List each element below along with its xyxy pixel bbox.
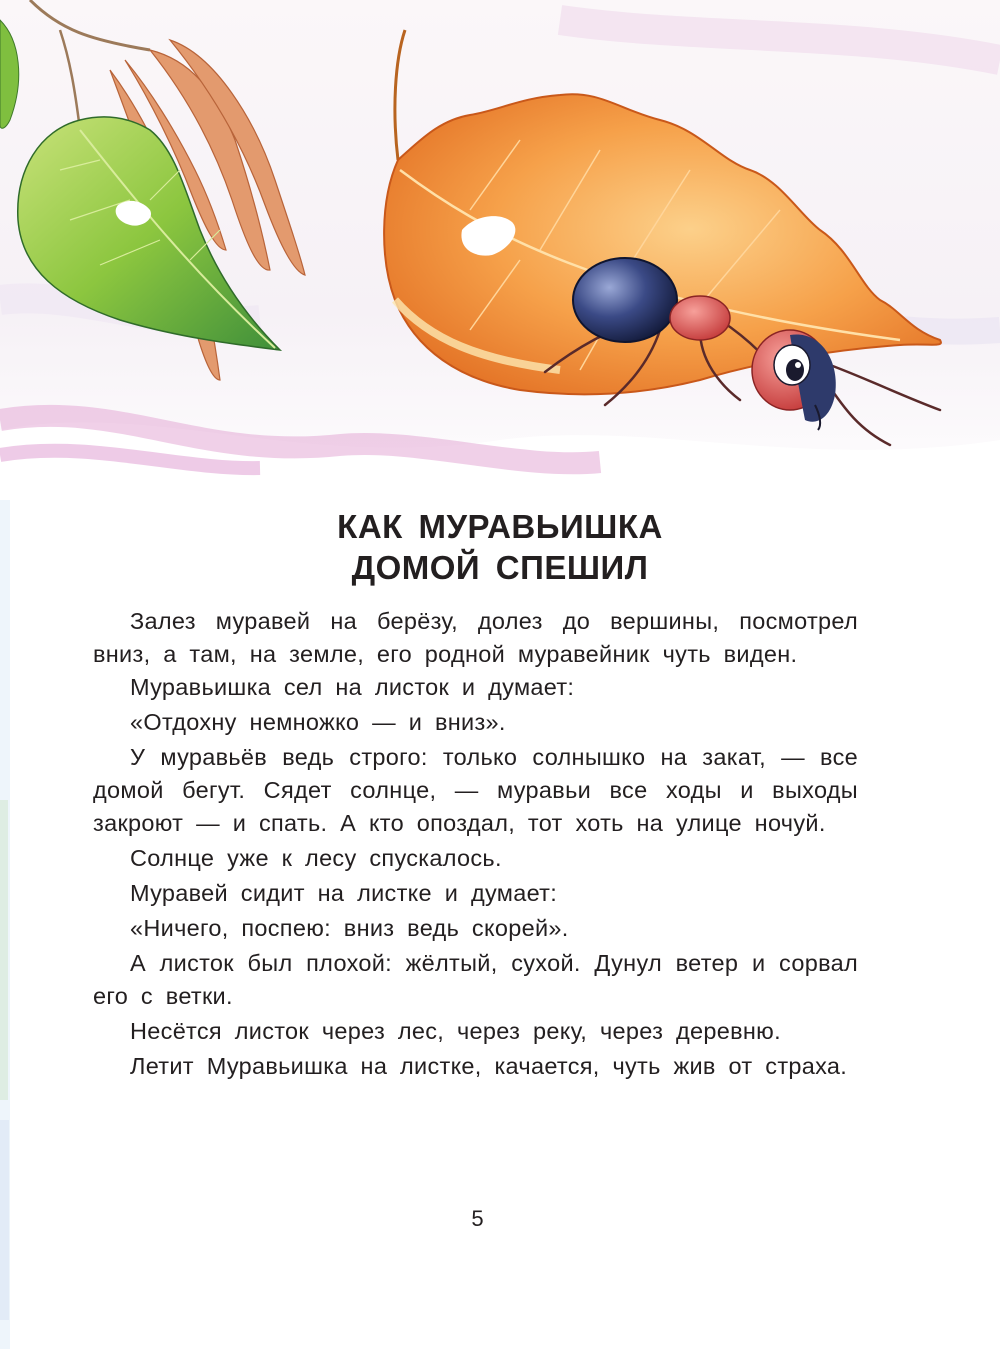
- story-title: [0, 506, 1000, 588]
- paragraph: Залез муравей на берёзу, долез до вершины, посмотрел вниз, а там, на земле, его родной муравейник чуть виден.: [93, 608, 858, 667]
- story-text: [93, 605, 858, 1085]
- paragraph: Муравей сидит на листке и думает:: [130, 880, 558, 906]
- illustration: [0, 0, 1000, 520]
- paragraph: Муравьишка сел на листок и думает:: [130, 674, 575, 700]
- page-number: 5: [471, 1206, 484, 1231]
- paragraph: У муравьёв ведь строго: только солнышко на закат, — все домой бегут. Сядет солнце, — муравьи все ходы и выходы закроют — и спать. А кто опоздал, тот хоть на улице ночуй.: [93, 744, 858, 836]
- paragraph: «Отдохну немножко — и вниз».: [130, 709, 506, 735]
- paragraph: А листок был плохой: жёлтый, сухой. Дунул ветер и сорвал его с ветки.: [93, 950, 858, 1009]
- paragraph: Солнце уже к лесу спускалось.: [130, 845, 502, 871]
- paragraph: Летит Муравьишка на листке, качается, чуть жив от страха.: [130, 1053, 848, 1079]
- paragraph: Несётся листок через лес, через реку, через деревню.: [130, 1018, 781, 1044]
- paragraph: «Ничего, поспею: вниз ведь скорей».: [130, 915, 569, 941]
- title-line-2: ДОМОЙ СПЕШИЛ: [351, 549, 649, 586]
- title-line-1: КАК МУРАВЬИШКА: [337, 508, 663, 545]
